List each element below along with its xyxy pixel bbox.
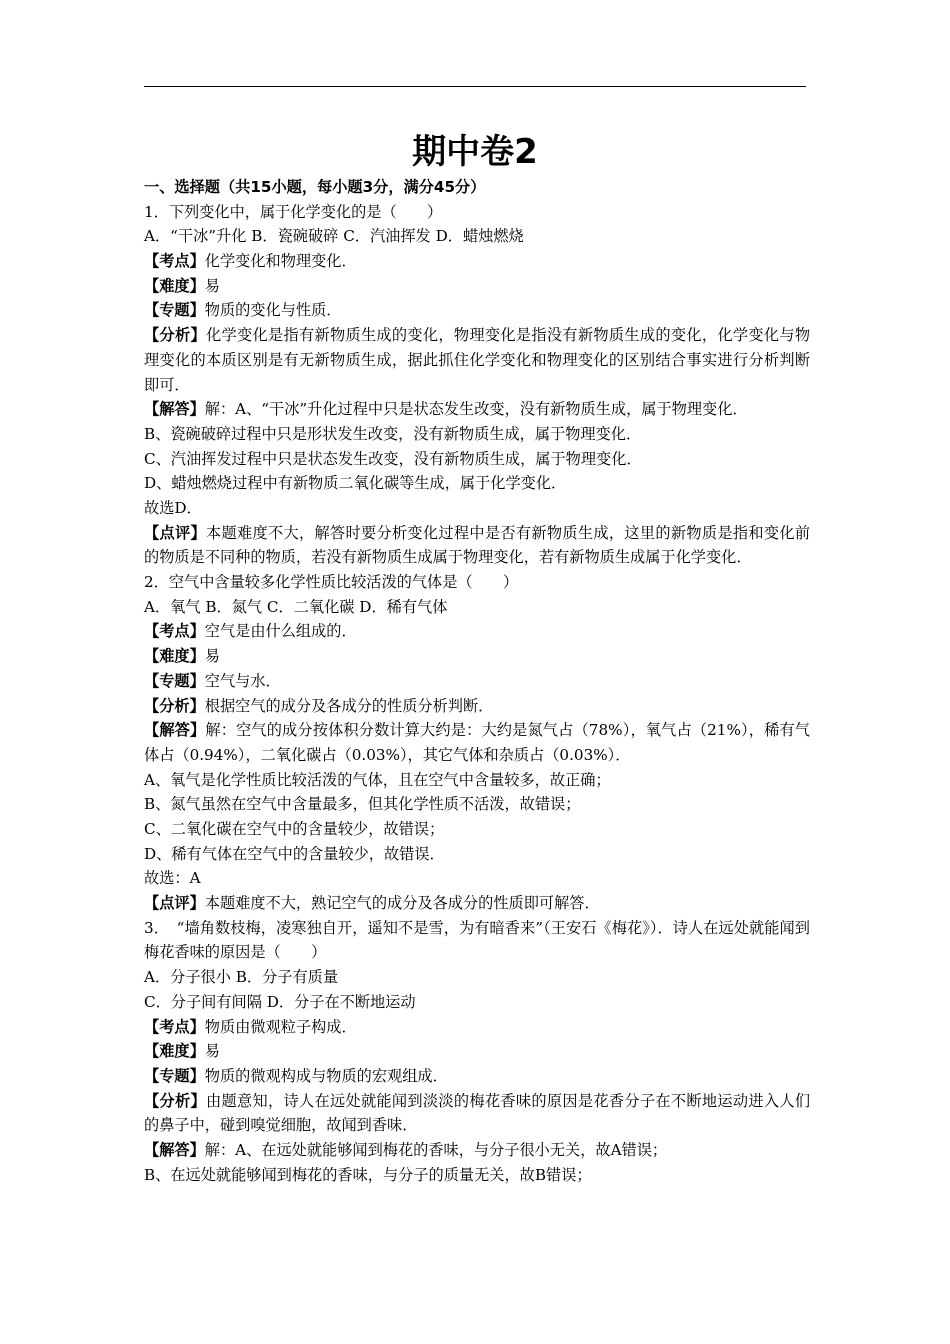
q2-nandu: 【难度】易 — [144, 647, 220, 666]
fenxi-tag: 【分析】 — [144, 696, 205, 715]
zhuanti-tag: 【专题】 — [144, 1066, 205, 1085]
q3-options-1: A．分子很小 B．分子有质量 — [144, 968, 339, 987]
fenxi-tag: 【分析】 — [144, 1091, 206, 1110]
q1-zhuanti: 【专题】物质的变化与性质． — [144, 301, 342, 320]
q1-jieda: 【解答】解：A、“干冰”升化过程中只是状态发生改变，没有新物质生成，属于物理变化． — [144, 400, 748, 419]
jieda-tag: 【解答】 — [144, 1140, 205, 1159]
q2-stem: 2．空气中含量较多化学性质比较活泼的气体是（ ） — [144, 573, 519, 592]
q2-jieda: 【解答】解：空气的成分按体积分数计算大约是：大约是氮气占（78%），氧气占（21%），稀有气体占（0.94%），二氧化碳占（0.03%），其它气体和杂质占（0.03%）． — [144, 721, 810, 764]
kaodian-tag: 【考点】 — [144, 1017, 205, 1036]
q2-fenxi: 【分析】根据空气的成分及各成分的性质分析判断． — [144, 696, 494, 715]
q1-kaodian: 【考点】化学变化和物理变化． — [144, 252, 357, 271]
q2-zhuanti: 【专题】空气与水． — [144, 671, 281, 690]
q3-jieda-b: B、在远处就能够闻到梅花的香味，与分子的质量无关，故B错误； — [144, 1165, 592, 1184]
zhuanti-tag: 【专题】 — [144, 671, 205, 690]
dianping-tag: 【点评】 — [144, 894, 205, 913]
kaodian-tag: 【考点】 — [144, 622, 205, 641]
q3-fenxi: 【分析】由题意知，诗人在远处就能闻到淡淡的梅花香味的原因是花香分子在不断地运动进入人们的鼻子中，碰到嗅觉细胞，故闻到香味． — [144, 1091, 811, 1135]
q3-jieda: 【解答】解：A、在远处就能够闻到梅花的香味，与分子很小无关，故A错误； — [144, 1140, 668, 1159]
section-heading: 一、选择题（共15小题，每小题3分，满分45分） — [144, 178, 486, 196]
q3-nandu: 【难度】易 — [144, 1042, 220, 1061]
dianping-tag: 【点评】 — [144, 523, 206, 542]
nandu-tag: 【难度】 — [144, 276, 205, 295]
page-title: 期中卷2 — [412, 132, 538, 172]
q3-zhuanti: 【专题】物质的微观构成与物质的宏观组成． — [144, 1066, 448, 1085]
q2-jieda-b: B、氮气虽然在空气中含量最多，但其化学性质不活泼，故错误； — [144, 795, 581, 814]
q1-dianping: 【点评】本题难度不大，解答时要分析变化过程中是否有新物质生成，这里的新物质是指和变化前的物质是不同种的物质，若没有新物质生成属于物理变化，若有新物质生成属于化学变化． — [144, 523, 811, 567]
q1-options: A．“干冰”升化 B．瓷碗破碎 C．汽油挥发 D．蜡烛燃烧 — [144, 227, 524, 246]
document-body — [144, 175, 810, 1187]
q3-stem: 3． “墙角数枝梅，凌寒独自开，遥知不是雪，为有暗香来”（王安石《梅花》）．诗人在远处就能闻到梅花香味的原因是（ ） — [144, 918, 810, 962]
q3-options-2: C．分子间有间隔 D．分子在不断地运动 — [144, 992, 416, 1011]
jieda-tag: 【解答】 — [144, 721, 206, 740]
q2-jieda-d: D、稀有气体在空气中的含量较少，故错误． — [144, 844, 445, 863]
q1-nandu: 【难度】易 — [144, 276, 220, 295]
nandu-tag: 【难度】 — [144, 647, 205, 666]
header-rule — [144, 86, 806, 87]
q1-fenxi: 【分析】化学变化是指有新物质生成的变化，物理变化是指没有新物质生成的变化，化学变化与物理变化的本质区别是有无新物质生成，据此抓住化学变化和物理变化的区别结合事实进行分析判断即可． — [144, 326, 811, 394]
q2-answer: 故选：A — [144, 869, 201, 888]
q2-jieda-a: A、氧气是化学性质比较活泼的气体，且在空气中含量较多，故正确； — [144, 770, 611, 789]
fenxi-tag: 【分析】 — [144, 326, 206, 345]
q2-dianping: 【点评】本题难度不大，熟记空气的成分及各成分的性质即可解答． — [144, 894, 600, 913]
q2-kaodian: 【考点】空气是由什么组成的． — [144, 622, 357, 641]
jieda-tag: 【解答】 — [144, 400, 205, 419]
q1-jieda-d: D、蜡烛燃烧过程中有新物质二氧化碳等生成，属于化学变化． — [144, 474, 567, 493]
q2-jieda-c: C、二氧化碳在空气中的含量较少，故错误； — [144, 819, 445, 838]
q2-options: A．氧气 B．氮气 C．二氧化碳 D．稀有气体 — [144, 597, 448, 616]
q3-kaodian: 【考点】物质由微观粒子构成． — [144, 1017, 357, 1036]
q1-jieda-b: B、瓷碗破碎过程中只是形状发生改变，没有新物质生成，属于物理变化． — [144, 424, 642, 443]
q1-answer: 故选D． — [144, 498, 202, 517]
kaodian-tag: 【考点】 — [144, 252, 205, 271]
zhuanti-tag: 【专题】 — [144, 301, 205, 320]
q1-stem: 1．下列变化中，属于化学变化的是（ ） — [144, 202, 443, 221]
q1-jieda-c: C、汽油挥发过程中只是状态发生改变，没有新物质生成，属于物理变化． — [144, 449, 642, 468]
nandu-tag: 【难度】 — [144, 1042, 205, 1061]
